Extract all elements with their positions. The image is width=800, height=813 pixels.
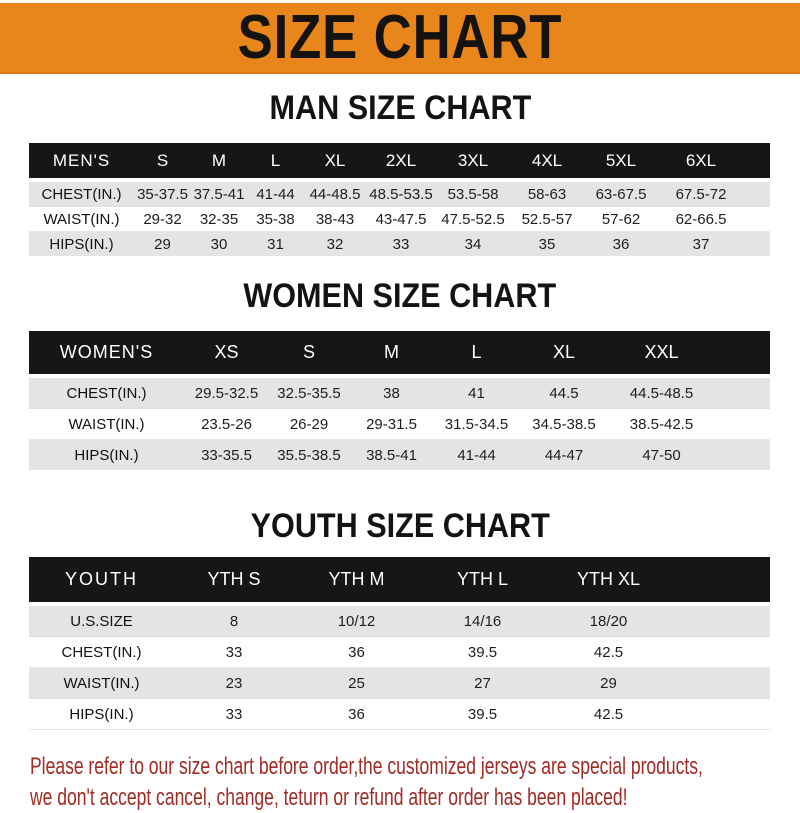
size-column-header: 2XL [366,143,436,180]
table-header-label: YOUTH [29,557,174,604]
size-value: 23 [174,668,294,699]
disclaimer-line-2: we don't accept cancel, change, teturn or refund after order has been placed! [30,784,628,811]
size-chart-banner [0,3,800,74]
size-value: 41 [434,376,519,409]
size-value: 29 [134,232,191,257]
size-value: 33 [174,699,294,730]
size-column-header: 6XL [658,143,744,180]
size-column-header: 3XL [436,143,510,180]
row-label: WAIST(IN.) [29,409,184,440]
youth-section-heading-text: YOUTH SIZE CHART [250,507,550,545]
table-header-row [29,331,770,376]
size-value: 33 [174,637,294,668]
size-value: 31 [247,232,304,257]
size-value: 41-44 [434,440,519,471]
table-row [29,232,770,257]
size-value: 67.5-72 [658,180,744,207]
size-value: 38 [349,376,434,409]
row-label: CHEST(IN.) [29,180,134,207]
spacer-cell [671,637,770,668]
size-column-header: XL [519,331,609,376]
row-label: U.S.SIZE [29,604,174,637]
spacer-cell [714,331,770,376]
size-column-header: XXL [609,331,714,376]
disclaimer-text [30,751,800,813]
size-value: 63-67.5 [584,180,658,207]
spacer-cell [671,668,770,699]
spacer-cell [744,143,770,180]
women-section-heading-text: WOMEN SIZE CHART [243,277,557,315]
size-value: 37 [658,232,744,257]
size-column-header: L [434,331,519,376]
row-label: WAIST(IN.) [29,207,134,232]
size-value: 43-47.5 [366,207,436,232]
disclaimer-line-1: Please refer to our size chart before order,the customized jerseys are special products, [30,753,703,780]
size-value: 27 [419,668,546,699]
size-value: 32.5-35.5 [269,376,349,409]
spacer-cell [671,699,770,730]
size-column-header: YTH M [294,557,419,604]
size-value: 35-38 [247,207,304,232]
size-column-header: YTH XL [546,557,671,604]
size-value: 33-35.5 [184,440,269,471]
size-value: 44.5 [519,376,609,409]
size-value: 42.5 [546,699,671,730]
table-row [29,409,770,440]
size-value: 18/20 [546,604,671,637]
spacer-cell [744,232,770,257]
size-value: 37.5-41 [191,180,247,207]
size-value: 14/16 [419,604,546,637]
size-value: 44-47 [519,440,609,471]
size-value: 48.5-53.5 [366,180,436,207]
size-value: 30 [191,232,247,257]
table-row [29,180,770,207]
table-row [29,207,770,232]
women-section-heading [0,278,800,314]
row-label: CHEST(IN.) [29,376,184,409]
table-header-label: WOMEN'S [29,331,184,376]
size-value: 29.5-32.5 [184,376,269,409]
table-header-label: MEN'S [29,143,134,180]
table-row [29,440,770,471]
size-value: 29-31.5 [349,409,434,440]
row-label: CHEST(IN.) [29,637,174,668]
size-value: 47.5-52.5 [436,207,510,232]
size-value: 38.5-42.5 [609,409,714,440]
size-value: 47-50 [609,440,714,471]
spacer-cell [671,604,770,637]
youth-section-heading [0,508,800,544]
spacer-cell [714,409,770,440]
size-column-header: M [191,143,247,180]
women-size-table [29,331,770,470]
youth-size-table [29,557,770,730]
table-row [29,637,770,668]
size-value: 34.5-38.5 [519,409,609,440]
size-value: 8 [174,604,294,637]
size-value: 29-32 [134,207,191,232]
spacer-cell [744,207,770,232]
row-label: WAIST(IN.) [29,668,174,699]
size-value: 39.5 [419,637,546,668]
size-value: 42.5 [546,637,671,668]
table-row [29,668,770,699]
size-value: 36 [294,699,419,730]
size-value: 34 [436,232,510,257]
size-value: 44.5-48.5 [609,376,714,409]
size-value: 44-48.5 [304,180,366,207]
size-value: 62-66.5 [658,207,744,232]
size-value: 35.5-38.5 [269,440,349,471]
size-column-header: M [349,331,434,376]
row-label: HIPS(IN.) [29,440,184,471]
size-value: 38-43 [304,207,366,232]
spacer-cell [714,440,770,471]
size-value: 10/12 [294,604,419,637]
size-column-header: YTH L [419,557,546,604]
size-value: 39.5 [419,699,546,730]
size-value: 57-62 [584,207,658,232]
size-value: 35-37.5 [134,180,191,207]
size-value: 35 [510,232,584,257]
size-value: 32 [304,232,366,257]
size-column-header: S [134,143,191,180]
size-column-header: XS [184,331,269,376]
size-column-header: XL [304,143,366,180]
spacer-cell [714,376,770,409]
size-value: 36 [584,232,658,257]
size-value: 31.5-34.5 [434,409,519,440]
table-row [29,699,770,730]
spacer-cell [744,180,770,207]
table-header-row [29,557,770,604]
size-value: 32-35 [191,207,247,232]
spacer-cell [671,557,770,604]
men-size-table [29,143,770,256]
size-column-header: 5XL [584,143,658,180]
size-value: 53.5-58 [436,180,510,207]
size-value: 29 [546,668,671,699]
table-row [29,604,770,637]
size-value: 36 [294,637,419,668]
size-value: 26-29 [269,409,349,440]
table-row [29,376,770,409]
size-value: 58-63 [510,180,584,207]
table-header-row [29,143,770,180]
row-label: HIPS(IN.) [29,699,174,730]
size-value: 38.5-41 [349,440,434,471]
men-section-heading [0,90,800,126]
size-value: 33 [366,232,436,257]
size-column-header: YTH S [174,557,294,604]
size-column-header: L [247,143,304,180]
size-value: 25 [294,668,419,699]
size-column-header: S [269,331,349,376]
banner-title: SIZE CHART [237,2,563,72]
size-value: 52.5-57 [510,207,584,232]
size-value: 23.5-26 [184,409,269,440]
size-value: 41-44 [247,180,304,207]
men-section-heading-text: MAN SIZE CHART [269,89,531,127]
size-column-header: 4XL [510,143,584,180]
size-chart-page [0,2,800,811]
row-label: HIPS(IN.) [29,232,134,257]
